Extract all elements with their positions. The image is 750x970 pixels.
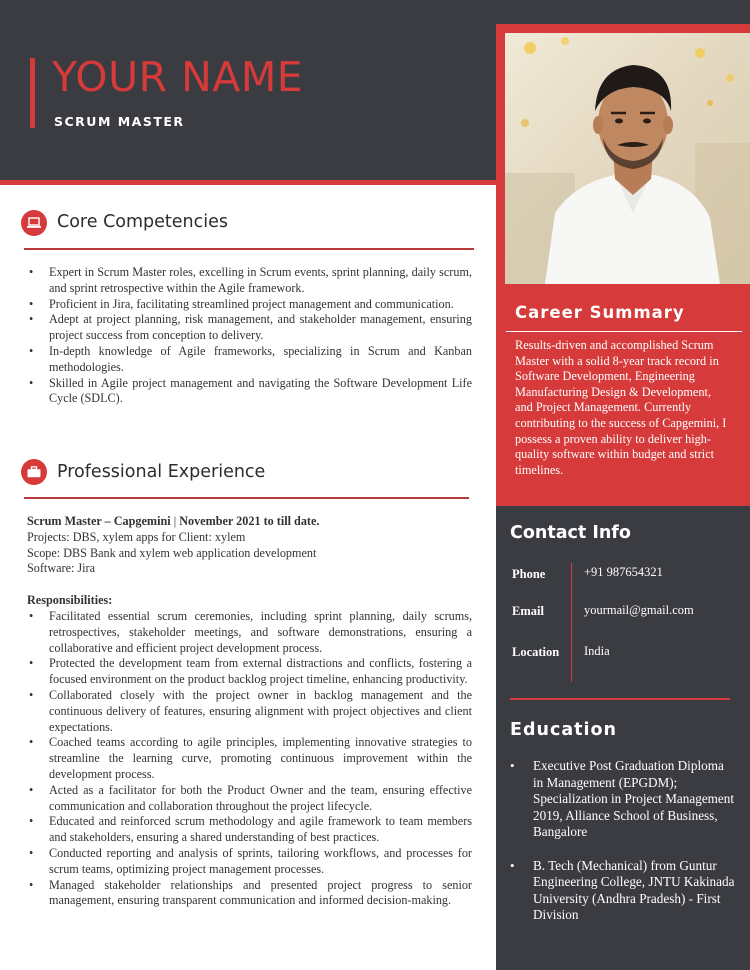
list-item: • Skilled in Agile project management and navigating the Software Development Life Cycle (SDLC). [27, 376, 472, 408]
career-summary-title: Career Summary [515, 303, 685, 322]
email-value: yourmail@gmail.com [584, 603, 694, 617]
candidate-name: YOUR NAME [52, 53, 304, 101]
name-accent-bar [30, 58, 35, 128]
list-item: • Collaborated closely with the project owner in backlog management and the continuous delivery of features, ensuring alignment with project objectives and client expectations. [27, 688, 472, 735]
education-item: • Executive Post Graduation Diploma in Management (EPGDM); Specialization in Project Management 2019, Alliance School of Business, Bangalore [510, 758, 736, 841]
list-item: • Conducted reporting and analysis of sprints, tailoring workflows, and processes for scrum teams, optimizing project management processes. [27, 846, 472, 878]
responsibilities-list [27, 609, 472, 909]
career-summary-text: Results-driven and accomplished Scrum Master with a solid 8-year track record in Software Development, Engineering Manufacturing Design & Development, and Project Management. Currently contributing to the success of Capgemini, I possess a proven ability to deliver high-quality software within budget and strict timelines. [515, 338, 727, 477]
professional-experience-title: Professional Experience [57, 462, 266, 482]
list-item: • Managed stakeholder relationships and presented project progress to senior management, ensuring transparent communication and informed decision-making. [27, 878, 472, 910]
location-value: India [584, 644, 610, 658]
professional-experience-rule [24, 497, 469, 499]
header-underline [0, 180, 496, 185]
list-item: • Coached teams according to agile principles, implementing innovative strategies to streamline the learning curve, promoting continuous improvement within the development process. [27, 735, 472, 782]
role-period: November 2021 to till date. [179, 514, 320, 528]
list-item: • Protected the development team from external distractions and conflicts, fostering a focused environment on the product backlog project timeline, enhancing productivity. [27, 656, 472, 688]
laptop-icon [21, 210, 47, 236]
list-item: • Expert in Scrum Master roles, excelling in Scrum events, sprint planning, daily scrum, and sprint retrospective within the Agile framework. [27, 265, 472, 297]
role-line [27, 514, 319, 530]
role-title: Scrum Master – Capgemini [27, 514, 171, 528]
job-title: SCRUM MASTER [54, 114, 185, 129]
career-summary-divider [506, 331, 742, 332]
experience-header [27, 514, 319, 577]
core-competencies-list [27, 265, 472, 407]
briefcase-icon [21, 459, 47, 485]
education-list [510, 758, 736, 941]
location-label: Location [512, 645, 560, 659]
core-competencies-rule [24, 248, 474, 250]
core-competencies-title: Core Competencies [57, 212, 229, 232]
contact-divider [571, 563, 572, 682]
phone-label: Phone [512, 567, 546, 581]
list-item: • Proficient in Jira, facilitating streamlined project management and communication. [27, 297, 472, 313]
email-label: Email [512, 604, 544, 618]
scope-line: Scope: DBS Bank and xylem web application development [27, 545, 317, 560]
list-item: • Adept at project planning, risk management, and stakeholder management, ensuring project success from conception to delivery. [27, 312, 472, 344]
contact-info-title: Contact Info [510, 523, 631, 543]
list-item: • Acted as a facilitator for both the Product Owner and the team, ensuring effective communication and collaboration throughout the project lifecycle. [27, 783, 472, 815]
contact-bottom-rule [510, 698, 730, 700]
education-title: Education [510, 720, 617, 740]
role-separator: | [173, 514, 177, 528]
profile-photo [505, 33, 750, 284]
projects-line: Projects: DBS, xylem apps for Client: xylem [27, 529, 246, 544]
list-item: • In-depth knowledge of Agile frameworks, specializing in Scrum and Kanban methodologies. [27, 344, 472, 376]
list-item: • Facilitated essential scrum ceremonies, including sprint planning, daily scrums, retrospectives, stakeholder meetings, and software demonstrations, ensuring a collaborative and efficient project development process. [27, 609, 472, 656]
education-item: • B. Tech (Mechanical) from Guntur Engineering College, JNTU Kakinada University (Andhra Pradesh) - First Division [510, 858, 736, 924]
list-item: • Educated and reinforced scrum methodology and agile framework to team members and stakeholders, ensuring a shared understanding of best practices. [27, 814, 472, 846]
software-line: Software: Jira [27, 561, 96, 576]
phone-value: +91 987654321 [584, 565, 663, 579]
responsibilities-heading: Responsibilities: [27, 593, 113, 607]
